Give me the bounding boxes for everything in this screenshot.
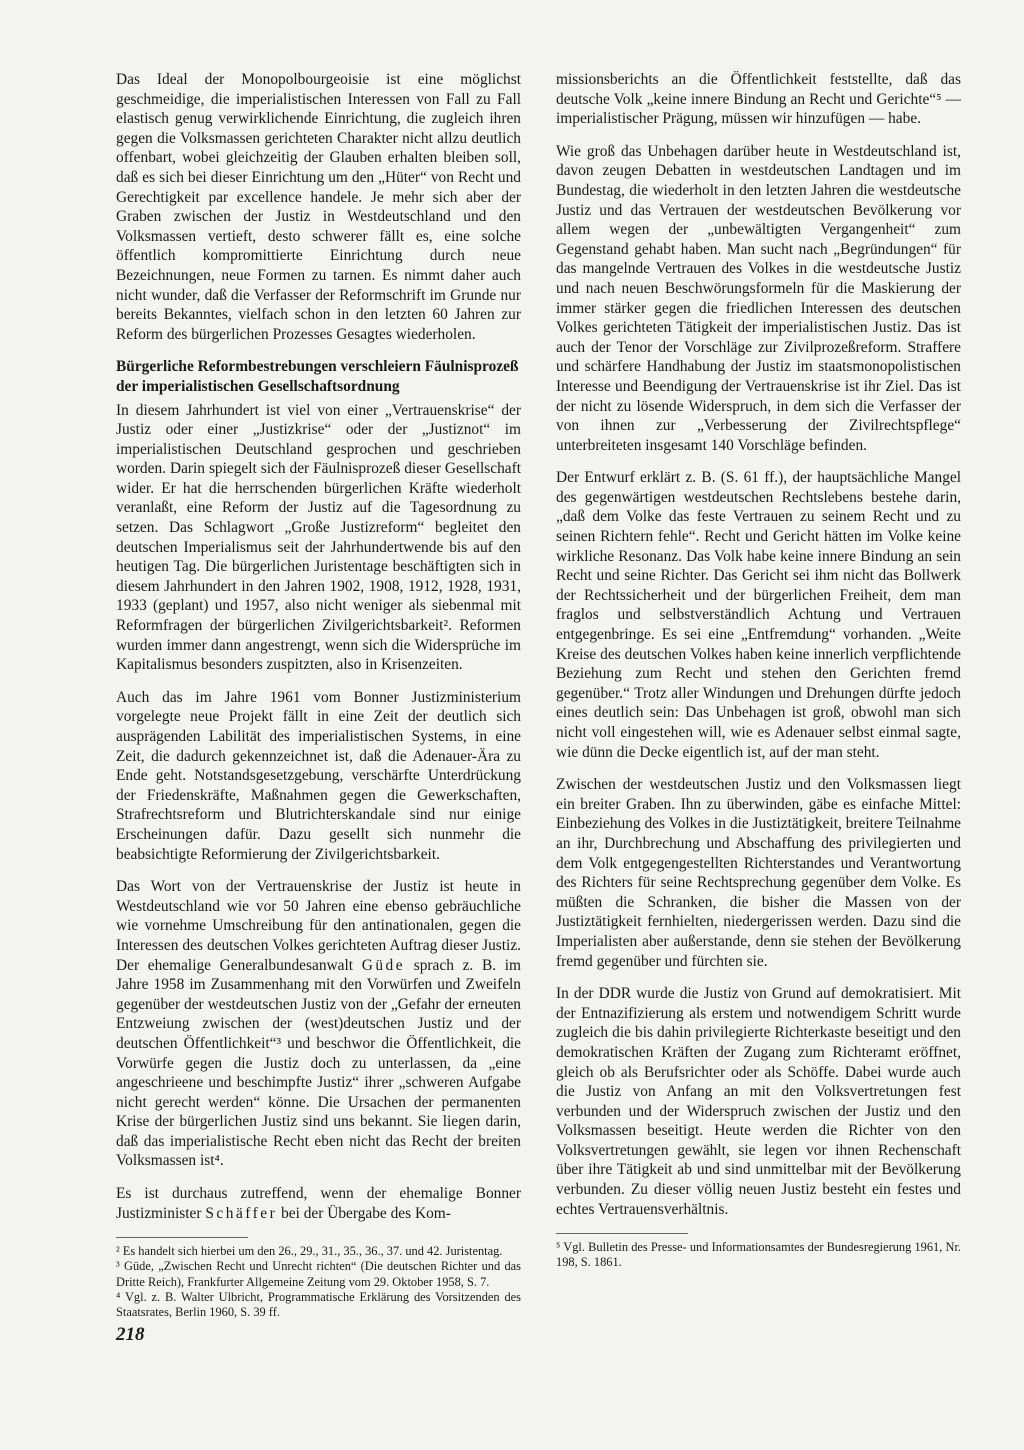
footnote: ⁴ Vgl. z. B. Walter Ulbricht, Programmatische Erklärung des Vorsitzenden des Staatsrates, Berlin 1960, S. 39 ff. <box>116 1289 521 1320</box>
paragraph <box>116 877 521 1171</box>
text-run: Es ist durchaus zutreffend, wenn der ehemalige Bonner Justizminister <box>116 1185 521 1222</box>
page-number: 218 <box>116 1324 145 1345</box>
paragraph <box>116 1184 521 1223</box>
section-heading: Bürgerliche Reformbestrebungen verschleiern Fäulnisprozeß der imperialistischen Gesellschaftsordnung <box>116 358 519 395</box>
footnote: ² Es handelt sich hierbei um den 26., 29., 31., 35., 36., 37. und 42. Juristentag. <box>116 1244 503 1259</box>
footnote: ⁵ Vgl. Bulletin des Presse- und Informationsamtes der Bundesregierung 1961, Nr. 198, S. 1861. <box>556 1240 961 1270</box>
footnotes <box>116 1244 521 1320</box>
footnote-divider <box>556 1233 688 1234</box>
footnote: ³ Güde, „Zwischen Recht und Unrecht richten“ (Die deutschen Richter und das Dritte Reich), Frankfurter Allgemeine Zeitung vom 29. Oktober 1958, S. 7. <box>116 1259 521 1289</box>
paragraph: missionsberichts an die Öffentlichkeit feststellte, daß das deutsche Volk „keine innere Bindung an Recht und Gerichte“⁵ — imperialistischer Prägung, müssen wir hinzufügen — habe. <box>556 71 961 128</box>
paragraph: In der DDR wurde die Justiz von Grund auf demokratisiert. Mit der Entnazifizierung als erstem und notwendigem Schritt wurde zugleich die bis dahin privilegierte Richterkaste beseitigt und den demokratischen Kräften der Zugang zum Richteramt eröffnet, gleich ob als Berufsrichter oder als Schöffe. Dabei wurde auch die Justiz von Anfang an mit den Volksvertretungen fest verbunden und der Widerspruch zwischen der Justiz und den Volksmassen beseitigt. Heute werden die Richter von den Volksvertretungen gewählt, sie legen vor ihnen Rechenschaft über ihre Tätigkeit ab und sind unmittelbar mit der Bevölkerung verbunden. Zu dieser völlig neuen Justiz besteht ein festes und echtes Vertrauensverhältnis. <box>556 985 961 1218</box>
paragraph: Zwischen der westdeutschen Justiz und den Volksmassen liegt ein breiter Graben. Ihn zu überwinden, gäbe es einfache Mittel: Einbeziehung des Volkes in die Justiztätigkeit, breitere Teilnahme an ihr, Durchbrechung und Abschaffung des privilegierten und dem Volk entgegengestellten Richterstandes und Verantwortung des Richters für seine Rechtsprechung gegenüber dem Volke. Es müßten die Schranken, die bisher die Massen von der Justiztätigkeit fernhielten, niedergerissen werden. Dazu sind die Imperialisten aber außerstande, denn sie stehen der Bevölkerung fremd gegenüber und fürchten sie. <box>556 776 961 970</box>
text-run: bei der Übergabe des Kom- <box>277 1204 451 1222</box>
footnotes <box>556 1240 961 1270</box>
paragraph: Der Entwurf erklärt z. B. (S. 61 ff.), der hauptsächliche Mangel des gegenwärtigen westdeutschen Rechtslebens bestehe darin, „daß dem Volke das feste Vertrauen zu seinem Recht und zu seinen Richtern fehle“. Recht und Gericht hätten im Volke keine wirkliche Resonanz. Das Volk habe keine innere Bindung an sein Recht und seine Richter. Das Gericht sei ihm nicht das Bollwerk der Rechtssicherheit und der bürgerlichen Freiheit, dem man fraglos und selbstverständlich Achtung und Vertrauen entgegenbringe. Es sei eine „Entfremdung“ vorhanden. „Weite Kreise des deutschen Volkes haben keine innerlich verpflichtende Beziehung zum Recht und stehen den Gerichten fremd gegenüber.“ Trotz aller Windungen und Drehungen dürfte jedoch eines deutlich sein: Das Unbehagen ist groß, obwohl man sich nicht voll eingestehen will, wie es Adenauer selbst einmal sagte, wie dünn die Decke eigentlich ist, auf der man steht. <box>556 469 961 761</box>
text-run: sprach z. B. im Jahre 1958 im Zusammenhang mit den Vorwürfen und Zweifeln gegenüber der westdeutschen Justiz von der „Gefahr der erneuten Entzweiung zwischen der (west)deutschen Justiz und der deutschen Öffentlichkeit“³ und beschwor die Öffentlichkeit, die Vorwürfe gegen die Justiz doch zu unterlassen, da „eine angeschrieene und beschimpfte Justiz“ ihrer „schweren Aufgabe nicht gerecht werden“ könne. Die Ursachen der permanenten Krise der bürgerlichen Justiz sind uns bekannt. Sie liegen darin, daß das imperialistische Recht eben nicht das Recht der breiten Volksmassen ist⁴. <box>116 956 521 1170</box>
paragraph: Wie groß das Unbehagen darüber heute in Westdeutschland ist, davon zeugen Debatten in westdeutschen Landtagen und im Bundestag, die wiederholt in den letzten Jahren die westdeutsche Justiz und das Vertrauen der westdeutschen Bevölkerung vor allem wegen der „unbewältigten Vergangenheit“ zum Gegenstand gehabt haben. Man sucht nach „Begründungen“ für das mangelnde Vertrauen des Volkes in die westdeutsche Justiz und nach neuen Beschwörungsformeln für die Maskierung der immer stärker gegen die friedlichen Interessen des deutschen Volkes gerichteten Tätigkeit der imperialistischen Justiz. Das ist auch der Tenor der Vorschläge zur Zivilprozeßreform. Straffere und schärfere Handhabung der Justiz im staatsmonopolistischen Interesse und Beendigung der Vertrauenskrise ist ihr Ziel. Das ist der nicht zu lösende Widerspruch, in dem sich die Verfasser der von ihnen zur „Verbesserung der Zivilrechtspflege“ unterbreiteten insgesamt 140 Vorschläge befinden. <box>556 142 961 454</box>
paragraph: In diesem Jahrhundert ist viel von einer „Vertrauenskrise“ der Justiz oder einer „Justizkrise“ oder der „Justiznot“ im imperialistischen Deutschland gesprochen und geschrieben worden. Darin spiegelt sich der Fäulnisprozeß dieser Gesellschaft wider. Er hat die herrschenden bürgerlichen Kräfte wiederholt veranlaßt, eine Reform der Justiz auf die Tagesordnung zu setzen. Das Schlagwort „Große Justizreform“ begleitet den deutschen Imperialismus seit der Jahrhundertwende bis auf den heutigen Tag. Die bürgerlichen Juristentage beschäftigten sich in diesem Jahrhundert in den Jahren 1902, 1908, 1912, 1928, 1931, 1933 (geplant) und 1957, also nicht weniger als siebenmal mit Reformfragen der bürgerlichen Zivilgerichtsbarkeit². Reformen wurden immer dann angestrengt, wenn sich die Widersprüche im Kapitalismus besonders zuspitzten, also in Krisenzeiten. <box>116 401 521 674</box>
paragraph: Auch das im Jahre 1961 vom Bonner Justizministerium vorgelegte neue Projekt fällt in eine Zeit der deutlich sich ausprägenden Labilität des imperialistischen Systems, in eine Zeit, die dadurch gekennzeichnet ist, daß die Adenauer-Ära zu Ende geht. Notstandsgesetzgebung, verschärfte Unterdrückung der Friedenskräfte, Maßnahmen gegen die Gewerkschaften, Strafrechtsreform und Blutrichterskandale sind nur einige Erscheinungen dafür. Dazu gesellt sich nunmehr die beabsichtigte Reformierung der Zivilgerichtsbarkeit. <box>116 688 521 863</box>
person-name: Güde <box>361 956 406 974</box>
right-column <box>556 70 961 1271</box>
person-name: Schäffer <box>205 1204 278 1222</box>
paragraph: Das Ideal der Monopolbourgeoisie ist eine möglichst geschmeidige, die imperialistischen Interessen von Fall zu Fall elastisch genug verwirklichende Einrichtung, die zugleich ihren gegen die Volksmassen gerichteten Charakter nicht allzu deutlich offenbart, wobei gleichzeitig der Glauben erhalten bleiben soll, daß es sich bei dieser Einrichtung um den „Hüter“ von Recht und Gerechtigkeit par excellence handele. Je mehr sich aber der Graben zwischen der Justiz in Westdeutschland und den Volksmassen vertieft, desto schwerer fällt es, eine solche öffentlich kompromittierte Einrichtung durch neue Bezeichnungen, neue Formen zu tarnen. Es nimmt daher auch nicht wunder, daß die Verfasser der Reformschrift im Grunde nur bereits Bekanntes, vielfach schon in den letzten 60 Jahren zur Reform des bürgerlichen Prozesses Gesagtes wiederholen. <box>116 71 521 343</box>
left-column <box>116 70 521 1320</box>
footnote-divider <box>116 1237 248 1238</box>
text-run: Das Wort von der Vertrauenskrise der Justiz ist heute in Westdeutschland wie vor 50 Jahren eine ebenso gebräuchliche wie vornehme Umschreibung für den antinationalen, gegen die Interessen des deutschen Volkes gerichteten Auftrag dieser Justiz. Der ehemalige Generalbundesanwalt <box>116 878 521 974</box>
